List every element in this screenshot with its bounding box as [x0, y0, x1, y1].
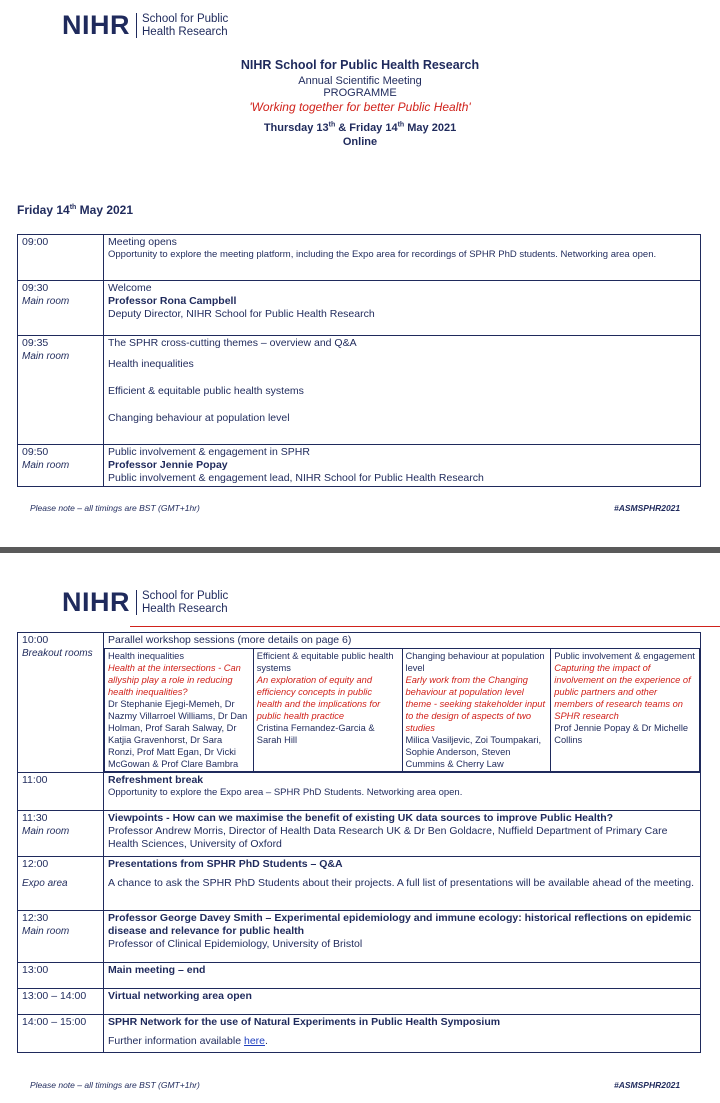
logo-line1: School for Public — [142, 590, 229, 602]
logo-line2: Health Research — [142, 602, 228, 615]
nihr-logo — [62, 12, 228, 39]
programme-table-page2 — [17, 632, 701, 1053]
session-cell — [104, 281, 701, 336]
session-title: Welcome — [108, 282, 152, 294]
session-detail: A chance to ask the SPHR PhD Students about their projects. A full list of presentations will be available ahead of the meeting. — [108, 877, 695, 889]
workshop-heading: Changing behaviour at population level — [405, 651, 545, 673]
workshop-session — [105, 649, 254, 772]
logo-separator — [136, 13, 137, 38]
session-cell — [104, 811, 701, 857]
session-title: Refreshment break — [108, 774, 204, 786]
logo-text — [142, 13, 228, 38]
session-cell — [104, 857, 701, 911]
time-cell: 12:30 Main room — [18, 911, 104, 963]
workshop-talk: Health at the intersections - Can allyship play a role in reducing health inequalities? — [108, 663, 241, 697]
logo-mark: NIHR — [62, 587, 130, 617]
session-title: Presentations from SPHR PhD Students – Q&A — [108, 858, 343, 870]
table-row — [18, 1015, 701, 1053]
session-role: Deputy Director, NIHR School for Public Health Research — [108, 308, 375, 320]
workshop-heading: Health inequalities — [108, 651, 184, 661]
logo-line1: School for Public — [142, 13, 229, 25]
logo-line2: Health Research — [142, 25, 228, 38]
page-title: NIHR School for Public Health Research — [240, 58, 480, 72]
workshop-people: Milica Vasiljevic, Zoi Toumpakari, Sophie Anderson, Steven Cummins & Cherry Law — [405, 735, 542, 769]
table-row — [18, 281, 701, 336]
session-cell — [104, 989, 701, 1015]
meeting-location: Online — [342, 136, 378, 148]
session-detail: Professor of Clinical Epidemiology, University of Bristol — [108, 938, 363, 950]
logo-separator — [136, 590, 137, 615]
session-title: Professor George Davey Smith – Experimental epidemiology and immune ecology: historical reflections on epidemic disease and relevance for public health — [108, 912, 692, 937]
theme-item: Efficient & equitable public health systems — [108, 385, 304, 397]
session-detail: Opportunity to explore the meeting platform, including the Expo area for recordings of SPHR PhD students. Networking area open. — [108, 249, 657, 260]
tagline: 'Working together for better Public Health' — [249, 100, 471, 114]
session-title: Parallel workshop sessions (more details on page 6) — [108, 634, 352, 646]
session-cell — [104, 773, 701, 811]
time-cell: 09:30 Main room — [18, 281, 104, 336]
workshop-people: Cristina Fernandez-Garcia & Sarah Hill — [256, 723, 375, 745]
session-detail: Opportunity to explore the Expo area – SPHR PhD Students. Networking area open. — [108, 787, 463, 798]
workshop-people: Prof Jennie Popay & Dr Michelle Collins — [554, 723, 689, 745]
time-cell: 09:35 Main room — [18, 336, 104, 445]
theme-item: Health inequalities — [108, 358, 194, 370]
workshop-heading: Efficient & equitable public health systems — [256, 651, 394, 673]
time-cell: 14:00 – 15:00 — [18, 1015, 104, 1053]
table-row — [18, 911, 701, 963]
table-row — [18, 235, 701, 281]
header-rule — [130, 626, 720, 627]
table-row — [18, 811, 701, 857]
timing-note: Please note – all timings are BST (GMT+1hr) — [30, 1080, 200, 1090]
workshop-talk: Early work from the Changing behaviour at population level theme - seeking stakeholder input to the design of aspects of two studies — [405, 675, 546, 733]
session-cell — [104, 911, 701, 963]
hashtag: #ASMSPHR2021 — [614, 503, 681, 513]
time-cell: 09:00 — [18, 235, 104, 281]
session-title: SPHR Network for the use of Natural Experiments in Public Health Symposium — [108, 1016, 501, 1028]
session-title: Main meeting – end — [108, 964, 206, 976]
time-cell: 11:00 — [18, 773, 104, 811]
session-title: Viewpoints - How can we maximise the benefit of existing UK data sources to improve Public Health? — [108, 812, 614, 824]
time-cell: 13:00 — [18, 963, 104, 989]
page-divider — [0, 547, 720, 553]
table-row — [18, 336, 701, 445]
logo-text — [142, 590, 228, 615]
table-row — [18, 633, 701, 773]
session-speaker: Professor Rona Campbell — [108, 295, 237, 307]
session-role: Public involvement & engagement lead, NIHR School for Public Health Research — [108, 472, 484, 484]
timing-note: Please note – all timings are BST (GMT+1hr) — [30, 503, 200, 513]
time-cell: 10:00 Breakout rooms — [18, 633, 104, 773]
workshop-talk: Capturing the impact of involvement on the experience of public partners and other members of research teams on SPHR research — [554, 663, 691, 721]
table-row — [18, 963, 701, 989]
time-cell: 13:00 – 14:00 — [18, 989, 104, 1015]
table-row — [18, 989, 701, 1015]
session-detail: Further information available here. — [108, 1035, 268, 1047]
hashtag: #ASMSPHR2021 — [614, 1080, 681, 1090]
time-cell: 12:00 Expo area — [18, 857, 104, 911]
meeting-subtitle: Annual Scientific Meeting — [298, 75, 422, 87]
workshop-heading: Public involvement & engagement — [554, 651, 695, 661]
info-link[interactable]: here — [243, 1035, 265, 1047]
day-heading: Friday 14th May 2021 — [17, 203, 134, 217]
session-cell — [104, 1015, 701, 1053]
workshop-session — [402, 649, 551, 772]
workshop-people: Dr Stephanie Ejegi-Memeh, Dr Nazmy Villarroel Williams, Dr Dan Holman, Prof Sarah Salway, Dr Katjia Gravenhorst, Dr Sara Ronzi, Prof Matt Egan, Dr Vicki McGowan & Prof Clare Bambra — [108, 699, 248, 769]
session-detail: Professor Andrew Morris, Director of Health Data Research UK & Dr Ben Goldacre, Nuffield Department of Primary Care Health Sciences, University of Oxford — [108, 825, 668, 850]
session-title: Virtual networking area open — [108, 990, 252, 1002]
session-cell — [104, 445, 701, 487]
session-title: Public involvement & engagement in SPHR — [108, 446, 310, 458]
programme-label: PROGRAMME — [323, 87, 397, 99]
time-cell: 11:30 Main room — [18, 811, 104, 857]
session-cell — [104, 336, 701, 445]
session-title: The SPHR cross-cutting themes – overview and Q&A — [108, 337, 357, 349]
session-title: Meeting opens — [108, 236, 177, 248]
logo-mark: NIHR — [62, 10, 130, 40]
session-cell — [104, 633, 701, 773]
workshop-session — [253, 649, 402, 772]
programme-header — [0, 58, 720, 148]
workshop-grid — [104, 648, 700, 772]
session-speaker: Professor Jennie Popay — [108, 459, 228, 471]
nihr-logo — [62, 589, 228, 616]
time-cell: 09:50 Main room — [18, 445, 104, 487]
workshop-talk: An exploration of equity and efficiency concepts in public health and the implications for public health practice — [256, 675, 381, 721]
table-row — [18, 857, 701, 911]
programme-table-friday — [17, 234, 701, 487]
session-cell — [104, 235, 701, 281]
session-cell — [104, 963, 701, 989]
meeting-dates: Thursday 13th & Friday 14th May 2021 — [263, 121, 457, 134]
workshop-session — [551, 649, 700, 772]
theme-item: Changing behaviour at population level — [108, 412, 290, 424]
table-row — [18, 773, 701, 811]
table-row — [18, 445, 701, 487]
